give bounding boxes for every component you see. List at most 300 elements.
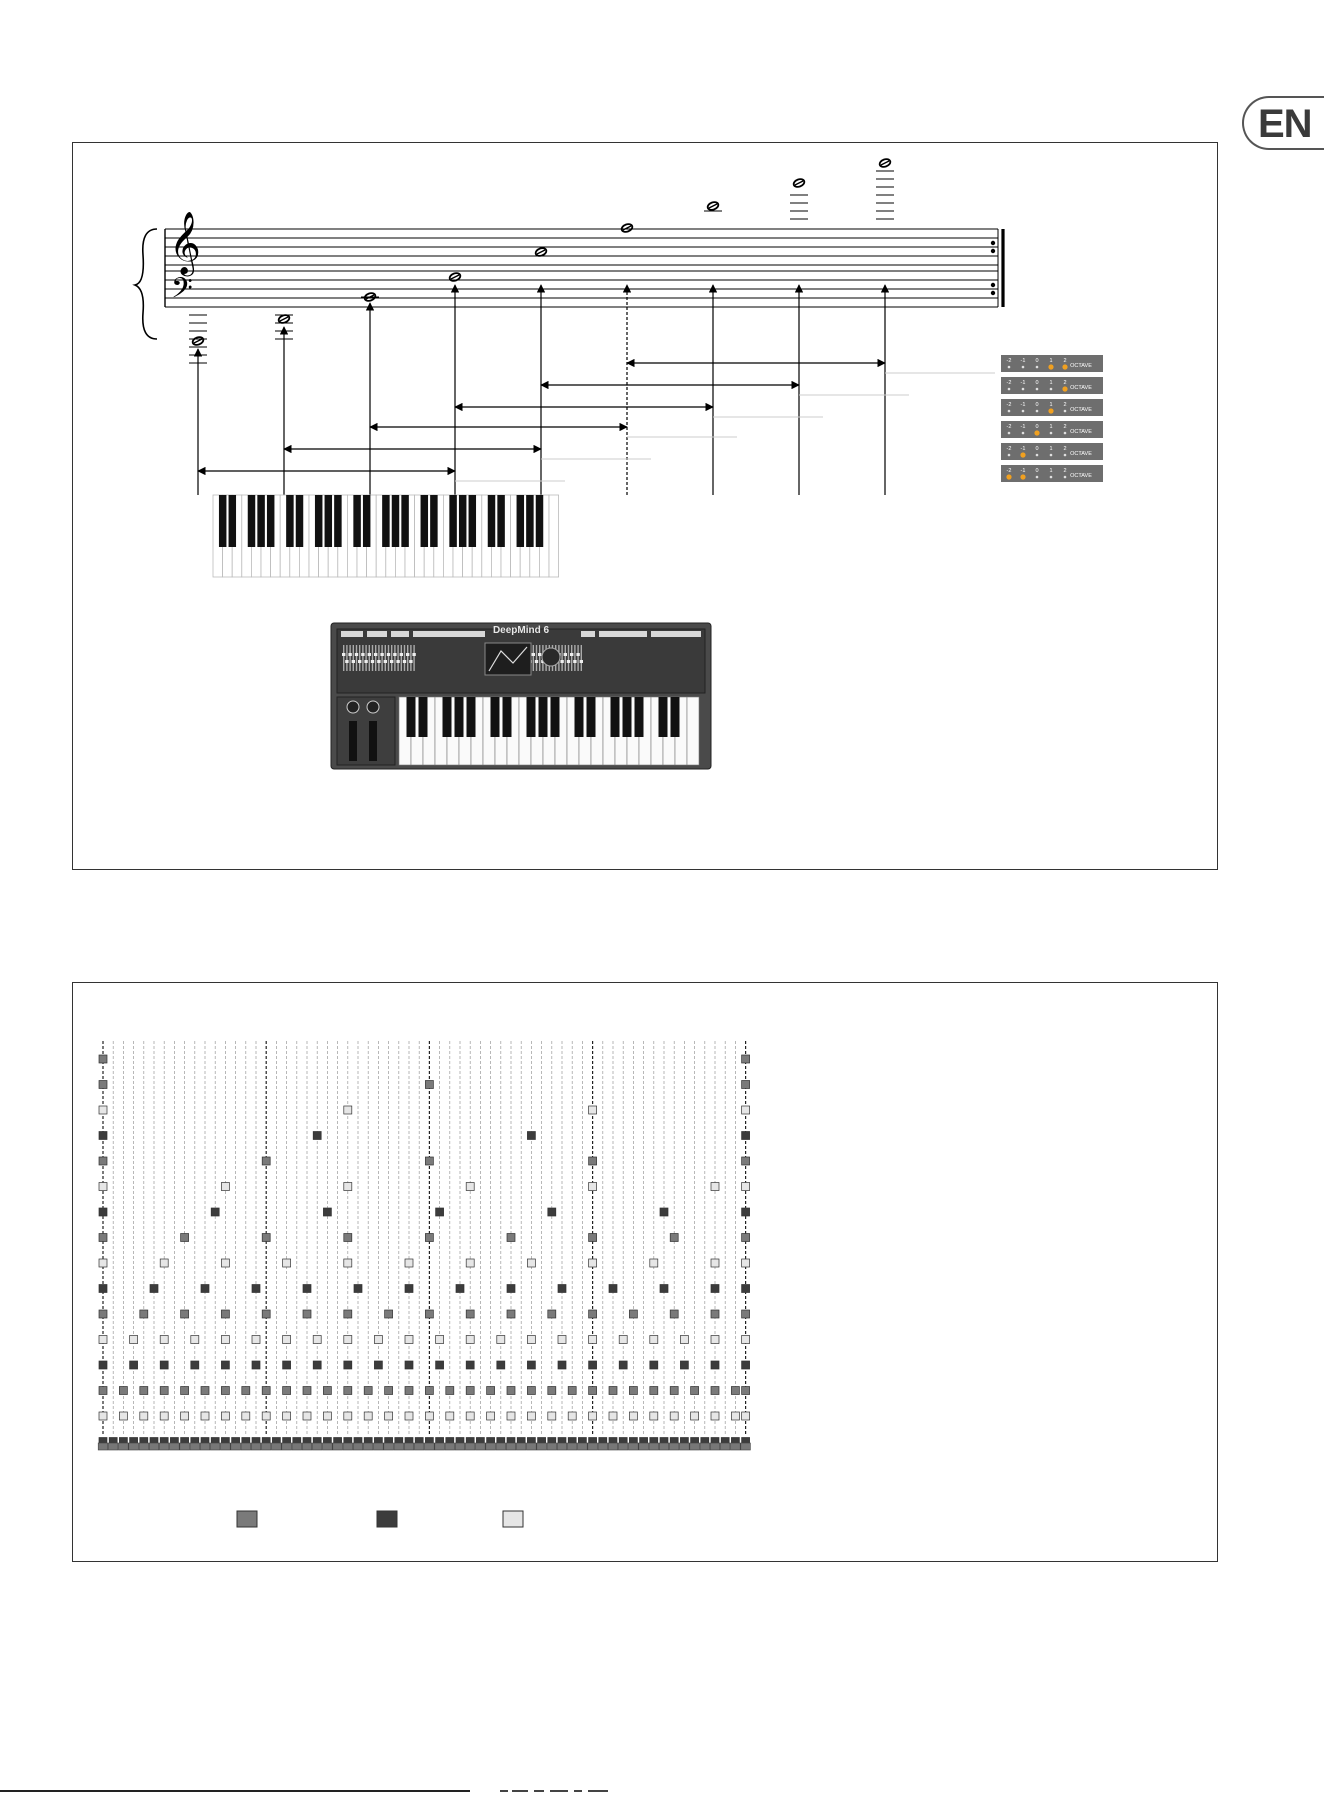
grid-cell (181, 1387, 189, 1395)
grid-cell (262, 1412, 270, 1420)
octave-label: 1 (1049, 424, 1053, 430)
grid-cell (99, 1412, 107, 1420)
grid-cell (742, 1387, 750, 1395)
grid-cell (313, 1336, 321, 1344)
grid-cell (425, 1387, 433, 1395)
grid-cell (711, 1259, 719, 1267)
grid-cell (466, 1361, 474, 1369)
grid-cell (466, 1336, 474, 1344)
grid-cell (262, 1310, 270, 1318)
grid-cell (650, 1412, 658, 1420)
grid-base-cell (180, 1443, 190, 1450)
grid-cell (497, 1361, 505, 1369)
grid-cell (446, 1387, 454, 1395)
black-key (488, 495, 495, 547)
grid-cell (446, 1412, 454, 1420)
footer-rule (0, 1790, 470, 1792)
grid-cell (385, 1412, 393, 1420)
grid-base-row (98, 1443, 750, 1450)
grid-columns (103, 1041, 746, 1435)
grid-cell (527, 1387, 535, 1395)
svg-text:𝄢: 𝄢 (171, 273, 193, 311)
grid-base-cell (547, 1443, 557, 1450)
octave-title: OCTAVE (1070, 429, 1092, 435)
grid-base-cell (333, 1443, 343, 1450)
grid-cell (99, 1132, 107, 1140)
grid-base-cell (129, 1443, 139, 1450)
grid-cell (589, 1234, 597, 1242)
grid-cell (589, 1259, 597, 1267)
grid-cell (181, 1234, 189, 1242)
octave-led-off (1036, 366, 1039, 369)
octave-label: -2 (1006, 468, 1012, 474)
white-key (549, 495, 559, 577)
keyboard-range-figure (72, 142, 1218, 870)
octave-led-on (1062, 364, 1067, 369)
grid-cell (344, 1310, 352, 1318)
grid-cell (344, 1387, 352, 1395)
grid-cell (201, 1412, 209, 1420)
staff-note (876, 158, 894, 219)
grid-cell (99, 1234, 107, 1242)
grid-cell (130, 1361, 138, 1369)
grid-base-cell (231, 1443, 241, 1450)
grid-cell (221, 1387, 229, 1395)
grid-cell (221, 1361, 229, 1369)
grid-cell (711, 1412, 719, 1420)
grid-base-cell (710, 1443, 720, 1450)
black-key (401, 495, 408, 547)
grid-cell (742, 1106, 750, 1114)
grid-base-cell (639, 1443, 649, 1450)
octave-label: -1 (1020, 358, 1026, 364)
grid-base-cell (731, 1443, 741, 1450)
grid-cell (466, 1183, 474, 1191)
grid-cell (466, 1412, 474, 1420)
octave-led-off (1008, 432, 1011, 435)
grid-cell (650, 1336, 658, 1344)
grid-cell (221, 1412, 229, 1420)
grid-cell (344, 1183, 352, 1191)
octave-led-off (1050, 388, 1053, 391)
octave-led-off (1008, 410, 1011, 413)
grid-cell (742, 1310, 750, 1318)
synth-keys (399, 697, 699, 765)
octave-label: 0 (1035, 402, 1039, 408)
black-key (517, 495, 524, 547)
grid-cell (742, 1183, 750, 1191)
grid-cell (670, 1234, 678, 1242)
black-key (536, 495, 543, 547)
grid-cell (527, 1259, 535, 1267)
grid-cell (436, 1336, 444, 1344)
grid-cell (711, 1387, 719, 1395)
grid-cell (191, 1336, 199, 1344)
grid-cell (344, 1106, 352, 1114)
grid-cell (650, 1259, 658, 1267)
grid-cell (670, 1387, 678, 1395)
grid-cell (558, 1336, 566, 1344)
grid-cell (742, 1285, 750, 1293)
octave-led-off (1036, 410, 1039, 413)
octave-label: 1 (1049, 358, 1053, 364)
grid-cell (436, 1208, 444, 1216)
grid-base-cell (690, 1443, 700, 1450)
grid-cell (558, 1361, 566, 1369)
octave-led-off (1036, 476, 1039, 479)
grid-cell (130, 1336, 138, 1344)
grid-cell (507, 1285, 515, 1293)
range-arrows (198, 285, 995, 495)
grid-cell (425, 1412, 433, 1420)
grid-base-cell (292, 1443, 302, 1450)
piano-keyboard (213, 495, 559, 577)
grid-base-cell (720, 1443, 730, 1450)
black-key (363, 495, 370, 547)
grid-cell (283, 1387, 291, 1395)
black-key (421, 495, 428, 547)
grid-cell (527, 1412, 535, 1420)
grid-cell (211, 1208, 219, 1216)
grid-cell (589, 1183, 597, 1191)
grid-cell (425, 1081, 433, 1089)
black-key (382, 495, 389, 547)
grid-cell (629, 1412, 637, 1420)
grid-cell (252, 1336, 260, 1344)
grid-cell (283, 1259, 291, 1267)
grid-cell (354, 1285, 362, 1293)
grid-base-cell (669, 1443, 679, 1450)
grid-cell (303, 1310, 311, 1318)
grid-cell (99, 1387, 107, 1395)
grid-cell (385, 1310, 393, 1318)
grid-cell (487, 1387, 495, 1395)
octave-label: 1 (1049, 402, 1053, 408)
grid-cell (344, 1336, 352, 1344)
black-key (526, 495, 533, 547)
grid-base-cell (261, 1443, 271, 1450)
grid-cell (385, 1387, 393, 1395)
octave-label: -1 (1020, 468, 1026, 474)
black-key (353, 495, 360, 547)
black-key (248, 495, 255, 547)
octave-label: -2 (1006, 424, 1012, 430)
grid-base-cell (741, 1443, 751, 1450)
grid-cell (283, 1336, 291, 1344)
bass-clef-icon (171, 273, 193, 311)
grid-cell (589, 1387, 597, 1395)
octave-led-off (1022, 366, 1025, 369)
language-badge (1242, 96, 1324, 150)
grid-cell (742, 1055, 750, 1063)
grid-cell (364, 1412, 372, 1420)
legend-swatch (503, 1511, 523, 1527)
grid-cell (323, 1208, 331, 1216)
grid-base-cell (363, 1443, 373, 1450)
grid-cell (691, 1387, 699, 1395)
grid-cell (140, 1412, 148, 1420)
grid-cell (99, 1208, 107, 1216)
black-key (296, 495, 303, 547)
octave-led-off (1022, 388, 1025, 391)
grid-cell (364, 1387, 372, 1395)
octave-led-on (1062, 386, 1067, 391)
octave-title: OCTAVE (1070, 407, 1092, 413)
grid-cell (283, 1361, 291, 1369)
octave-label: -2 (1006, 446, 1012, 452)
grid-base-cell (374, 1443, 384, 1450)
black-key (325, 495, 332, 547)
grid-cell (140, 1387, 148, 1395)
grid-cell (303, 1387, 311, 1395)
staff-note (449, 272, 462, 283)
grid-cell (629, 1387, 637, 1395)
grid-cell (119, 1387, 127, 1395)
grid-cell (323, 1412, 331, 1420)
black-key (334, 495, 341, 547)
synth-brand: DeepMind 6 (492, 625, 550, 636)
grid-cell (548, 1412, 556, 1420)
grid-base-cell (343, 1443, 353, 1450)
octave-led-off (1064, 454, 1067, 457)
grid-cell (405, 1412, 413, 1420)
octave-label: 2 (1063, 380, 1067, 386)
grid-base-cell (516, 1443, 526, 1450)
grid-cell (262, 1157, 270, 1165)
octave-label: -1 (1020, 380, 1026, 386)
grid-cell (150, 1285, 158, 1293)
octave-label: 1 (1049, 446, 1053, 452)
grid-cell (742, 1234, 750, 1242)
grid-cell (456, 1285, 464, 1293)
grid-cell (323, 1387, 331, 1395)
octave-row (1001, 355, 1103, 372)
grid-cell (609, 1387, 617, 1395)
octave-label: 0 (1035, 468, 1039, 474)
black-key (219, 495, 226, 547)
grid-cell (405, 1361, 413, 1369)
grid-cell (742, 1132, 750, 1140)
grid-cell (487, 1412, 495, 1420)
octave-led-off (1036, 388, 1039, 391)
grid-cell (589, 1412, 597, 1420)
grid-cell (283, 1412, 291, 1420)
black-key (257, 495, 264, 547)
grid-base-cell (476, 1443, 486, 1450)
octave-led-off (1008, 366, 1011, 369)
octave-label: 0 (1035, 424, 1039, 430)
octave-panel (1001, 355, 1103, 482)
legend-swatch (377, 1511, 397, 1527)
grid-cell (160, 1387, 168, 1395)
grid-cell (425, 1234, 433, 1242)
grid-base-cell (578, 1443, 588, 1450)
legend-swatch (237, 1511, 257, 1527)
grid-cell (344, 1259, 352, 1267)
black-key (449, 495, 456, 547)
octave-led-off (1050, 432, 1053, 435)
grid-cell (425, 1157, 433, 1165)
grid-base-cell (537, 1443, 547, 1450)
grid-base-cell (170, 1443, 180, 1450)
grid-cell (344, 1361, 352, 1369)
grid-base-cell (139, 1443, 149, 1450)
grid-cell (609, 1412, 617, 1420)
grid-cell (140, 1310, 148, 1318)
grid-base-cell (496, 1443, 506, 1450)
grid-cell (507, 1412, 515, 1420)
octave-row (1001, 465, 1103, 482)
grid-cell (252, 1285, 260, 1293)
grid-base-cell (149, 1443, 159, 1450)
grid-base-cell (119, 1443, 129, 1450)
grid-base-cell (272, 1443, 282, 1450)
octave-title: OCTAVE (1070, 451, 1092, 457)
grid-base-cell (425, 1443, 435, 1450)
grid-cell (466, 1259, 474, 1267)
grid-cell (507, 1310, 515, 1318)
grid-cell (99, 1310, 107, 1318)
grid-cell (160, 1412, 168, 1420)
grid-base-cell (618, 1443, 628, 1450)
grid-cell (436, 1361, 444, 1369)
brace (135, 229, 157, 339)
grid-cell (589, 1310, 597, 1318)
grid-base-cell (251, 1443, 261, 1450)
treble-clef-icon (169, 213, 201, 277)
grid-cell (99, 1183, 107, 1191)
grid-cell (160, 1336, 168, 1344)
grid-cell (425, 1310, 433, 1318)
black-key (286, 495, 293, 547)
grid-cell (629, 1310, 637, 1318)
keyboard-range-diagram (73, 143, 1219, 871)
grid-cell (181, 1412, 189, 1420)
octave-label: -2 (1006, 380, 1012, 386)
octave-title: OCTAVE (1070, 473, 1092, 479)
grid-cell (507, 1387, 515, 1395)
grid-base-cell (680, 1443, 690, 1450)
grid-base-cell (567, 1443, 577, 1450)
octave-led-off (1022, 410, 1025, 413)
grid-base-cell (608, 1443, 618, 1450)
grid-base-cell (323, 1443, 333, 1450)
octave-label: 1 (1049, 380, 1053, 386)
black-key (469, 495, 476, 547)
grid-cell (731, 1412, 739, 1420)
grid-cell (609, 1285, 617, 1293)
grid-base-cell (649, 1443, 659, 1450)
grid-cell (527, 1336, 535, 1344)
synth-data-wheel (542, 648, 560, 666)
grid-cell (160, 1361, 168, 1369)
grid-cell (568, 1387, 576, 1395)
grid-base-cell (241, 1443, 251, 1450)
octave-label: -1 (1020, 402, 1026, 408)
grid-cell (527, 1361, 535, 1369)
grand-staff (135, 213, 1003, 339)
grid-base-cell (486, 1443, 496, 1450)
grid-base-cell (159, 1443, 169, 1450)
grid-cell (99, 1285, 107, 1293)
grid-base-cell (353, 1443, 363, 1450)
grid-cell (742, 1259, 750, 1267)
grid-cell (711, 1361, 719, 1369)
grid-cell (742, 1157, 750, 1165)
grid-cell (405, 1285, 413, 1293)
grid-cell (303, 1285, 311, 1293)
grid-cell (680, 1361, 688, 1369)
grid-cell (99, 1106, 107, 1114)
grid-cell (589, 1336, 597, 1344)
grid-cell (99, 1361, 107, 1369)
grid-base-cell (527, 1443, 537, 1450)
grid-cell (303, 1412, 311, 1420)
grid-cell (99, 1336, 107, 1344)
mod-wheel (369, 721, 377, 761)
deepmind-synth-illustration (331, 623, 711, 769)
grid-base-cell (108, 1443, 118, 1450)
grid-cell (374, 1361, 382, 1369)
octave-row (1001, 399, 1103, 416)
grid-cell (99, 1259, 107, 1267)
octave-led-off (1064, 410, 1067, 413)
grid-base-cell (394, 1443, 404, 1450)
grid-cell (742, 1081, 750, 1089)
octave-label: 2 (1063, 424, 1067, 430)
octave-led-on (1048, 408, 1053, 413)
grid-cell (731, 1387, 739, 1395)
grid-base-cell (435, 1443, 445, 1450)
grid-cell (201, 1387, 209, 1395)
grid-cell (242, 1387, 250, 1395)
octave-row (1001, 421, 1103, 438)
octave-led-off (1008, 388, 1011, 391)
octave-led-off (1064, 476, 1067, 479)
grid-cell (181, 1310, 189, 1318)
grid-cell (711, 1183, 719, 1191)
grid-base-cell (302, 1443, 312, 1450)
grid-cell (650, 1387, 658, 1395)
octave-led-off (1036, 454, 1039, 457)
grid-base-cell (659, 1443, 669, 1450)
grid-base-cell (210, 1443, 220, 1450)
grid-cell (670, 1310, 678, 1318)
grid-cell (405, 1387, 413, 1395)
footer-marks (500, 1788, 630, 1792)
octave-label: 2 (1063, 446, 1067, 452)
octave-label: 1 (1049, 468, 1053, 474)
grid-legend (237, 1511, 523, 1527)
grid-base-cell (414, 1443, 424, 1450)
octave-led-off (1064, 432, 1067, 435)
grid-base-cell (404, 1443, 414, 1450)
octave-label: -1 (1020, 446, 1026, 452)
grid-cell (650, 1361, 658, 1369)
grid-cell (262, 1387, 270, 1395)
grid-base-cell (282, 1443, 292, 1450)
grid-base-cell (445, 1443, 455, 1450)
grid-cell (466, 1387, 474, 1395)
grid-cell (507, 1234, 515, 1242)
grid-cell (680, 1336, 688, 1344)
grid-cell (221, 1310, 229, 1318)
grid-cell (670, 1412, 678, 1420)
octave-led-off (1008, 454, 1011, 457)
grid-cell (660, 1208, 668, 1216)
grid-cell (558, 1285, 566, 1293)
grid-cell (691, 1412, 699, 1420)
